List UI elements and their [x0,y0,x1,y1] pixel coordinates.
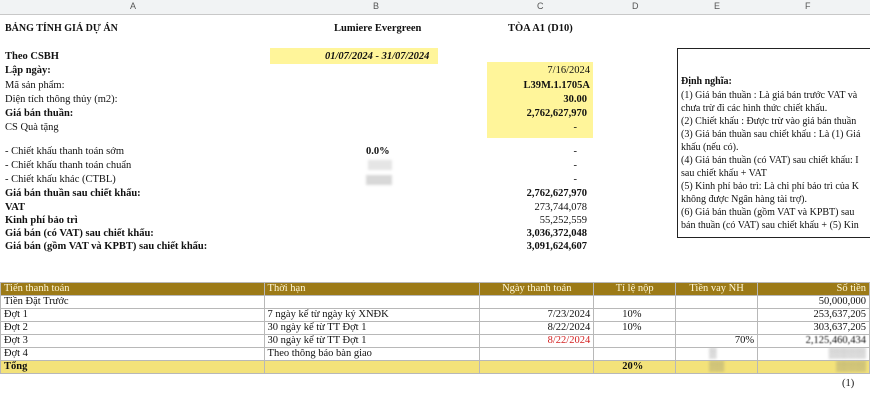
discount-standard-pct-redacted [368,160,392,170]
header-cell[interactable]: Tỉ lệ nộp [594,283,676,296]
column-header-bar [0,0,870,15]
header-cell[interactable]: Ngày thanh toán [480,283,594,296]
cell-loan[interactable] [676,309,758,322]
table-header-row [1,283,870,296]
price-with-vat-value: 3,036,372,048 [526,228,587,239]
cell-rate[interactable]: 10% [594,322,676,335]
total-loan-redacted[interactable]: ▒▒ [676,361,758,374]
gift-policy-value[interactable]: - [573,122,577,133]
cell-term[interactable]: 30 ngày kể từ TT Đợt 1 [264,322,480,335]
definitions-box [677,48,870,238]
cell-rate[interactable] [594,335,676,348]
cell-loan-redacted[interactable]: ▒ [676,348,758,361]
discount-standard-value: - [573,160,577,171]
discount-standard-label: - Chiết khấu thanh toán chuẩn [5,160,132,171]
cell-name[interactable]: Tiền Đặt Trước [1,296,265,309]
cell-rate[interactable] [594,296,676,309]
product-code-label: Mã sản phẩm: [5,80,65,91]
vat-value: 273,744,078 [534,202,587,213]
discount-early-label: - Chiết khấu thanh toán sớm [5,146,124,157]
cell-name[interactable]: Đợt 4 [1,348,265,361]
vat-label: VAT [5,202,26,213]
cell-rate[interactable]: 10% [594,309,676,322]
definition-line: sau chiết khấu + VAT [681,168,767,179]
table-row [1,348,870,361]
col-header-c[interactable]: C [537,1,544,11]
cell-loan[interactable]: 70% [676,335,758,348]
cell-name[interactable]: Đợt 3 [1,335,265,348]
definition-line: (1) Giá bán thuần : Là giá bán trước VAT và [681,90,858,101]
cell-date[interactable]: 7/23/2024 [480,309,594,322]
area-value[interactable]: 30.00 [563,94,587,105]
net-price-label: Giá bán thuần: [5,108,74,119]
cell-amount[interactable]: 50,000,000 [758,296,870,309]
total-name[interactable]: Tổng [1,361,265,374]
table-row [1,309,870,322]
tower-name: TÒA A1 (D10) [508,23,573,34]
created-date-value[interactable]: 7/16/2024 [547,65,590,76]
table-row [1,322,870,335]
definition-line: không được Ngân hàng tài trợ). [681,194,807,205]
definition-line: khấu (nếu có). [681,142,739,153]
definition-line: (2) Chiết khấu : Được trừ vào giá bán thuần [681,116,857,127]
cell-date[interactable]: 8/22/2024 [480,322,594,335]
header-cell[interactable]: Tiền vay NH [676,283,758,296]
definition-line: (5) Kinh phí bảo trì: Là chi phí bảo trì của K [681,181,860,192]
total-price-value: 3,091,624,607 [526,241,587,252]
sheet-title: BẢNG TÍNH GIÁ DỰ ÁN [5,23,118,34]
total-price-label: Giá bán (gồm VAT và KPBT) sau chiết khấu: [5,241,208,252]
product-code-value[interactable]: L39M.1.1705A [523,80,590,91]
maintenance-fee-label: Kinh phí bảo trì [5,215,78,226]
created-date-label: Lập ngày: [5,65,51,76]
col-header-f[interactable]: F [805,1,811,11]
cell-loan[interactable] [676,296,758,309]
definition-line: (6) Giá bán thuần (gồm VAT và KPBT) sau [681,207,855,218]
area-label: Diện tích thông thủy (m2): [5,94,118,105]
net-price-value[interactable]: 2,762,627,970 [526,108,587,119]
cell-term[interactable]: 30 ngày kể từ TT Đợt 1 [264,335,480,348]
total-amount-redacted[interactable]: ▒▒▒▒ [758,361,870,374]
discount-early-pct[interactable]: 0.0% [366,146,390,157]
header-cell[interactable]: Thời hạn [264,283,480,296]
header-cell[interactable]: Số tiền [758,283,870,296]
cell-date[interactable]: 8/22/2024 [480,335,594,348]
col-header-b[interactable]: B [373,1,380,11]
period-value[interactable]: 01/07/2024 - 31/07/2024 [325,51,430,62]
cell-amount-redacted[interactable]: ▒▒▒▒▒ [758,348,870,361]
cell-amount[interactable]: 303,637,205 [758,322,870,335]
cell-date[interactable] [480,348,594,361]
payment-schedule-table [0,282,870,374]
discount-other-value: - [573,174,577,185]
cell-term[interactable] [264,296,480,309]
gift-policy-label: CS Quà tặng [5,122,59,133]
footnote: (1) [842,378,855,389]
total-term[interactable] [264,361,480,374]
net-after-discount-label: Giá bán thuần sau chiết khấu: [5,188,141,199]
col-header-a[interactable]: A [130,1,137,11]
discount-early-value: - [573,146,577,157]
maintenance-fee-value: 55,252,559 [539,215,587,226]
cell-name[interactable]: Đợt 2 [1,322,265,335]
discount-other-label: - Chiết khấu khác (CTBL) [5,174,116,185]
total-rate[interactable]: 20% [594,361,676,374]
price-with-vat-label: Giá bán (có VAT) sau chiết khấu: [5,228,154,239]
definition-line: (4) Giá bán thuần (có VAT) sau chiết khấu: I [681,155,859,166]
period-label: Theo CSBH [5,51,59,62]
header-cell[interactable]: Tiến thanh toán [1,283,265,296]
col-header-d[interactable]: D [632,1,639,11]
cell-term[interactable]: 7 ngày kể từ ngày ký XNĐK [264,309,480,322]
cell-term[interactable]: Theo thông báo bàn giao [264,348,480,361]
cell-rate[interactable] [594,348,676,361]
table-total-row [1,361,870,374]
cell-amount[interactable]: 2,125,460,434 [758,335,870,348]
definition-line: (3) Giá bán thuần sau chiết khấu : Là (1) Giá [681,129,861,140]
total-date[interactable] [480,361,594,374]
cell-amount[interactable]: 253,637,205 [758,309,870,322]
net-after-discount-value: 2,762,627,970 [526,188,587,199]
project-name: Lumiere Evergreen [334,23,422,34]
col-header-e[interactable]: E [714,1,721,11]
table-row [1,335,870,348]
cell-date[interactable] [480,296,594,309]
cell-name[interactable]: Đợt 1 [1,309,265,322]
definition-line: bán thuần (có VAT) sau chiết khấu + (5) Kin [681,220,859,231]
definition-line: chưa trừ đi các hình thức chiết khấu. [681,103,828,114]
table-row [1,296,870,309]
definitions-title: Định nghĩa: [681,76,732,87]
discount-other-pct-redacted [366,175,392,185]
cell-loan[interactable] [676,322,758,335]
